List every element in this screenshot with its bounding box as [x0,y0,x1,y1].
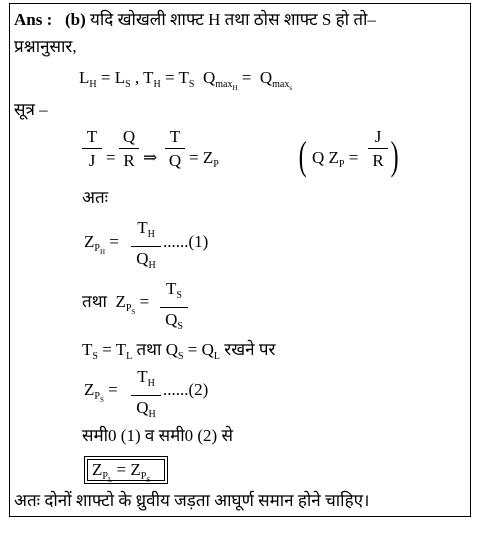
zp-equation: = $Z_P$ [189,148,219,170]
paren-qzp: Q $Z_P$ = [312,148,359,170]
fraction-TH-QH: $T_H$ $Q_H$ [131,218,161,276]
atah-label: अतः [82,188,109,207]
eq2-lhs: $Z_{P_S}$ = [84,380,118,404]
right-paren: ) [390,133,399,178]
result-equation: $Z_{P_L} = Z_{P_S}$ [92,460,151,484]
eq-s-line: तथा $Z_{P_S}$ = [82,292,150,316]
fraction-J-R: J R [368,127,388,171]
cond2-rakhne: रखने पर [224,340,276,359]
eq2-label: ......(2) [163,380,209,399]
implies-arrow: ⇒ [143,148,158,167]
tatha-label: तथा [82,292,107,311]
conclusion: अतः दोनों शाफ्टो के ध्रुवीय जड़ता आघूर्ण समान होने चाहिए। [14,491,370,510]
equals-sign: = [106,148,116,167]
cond2-tatha: तथा [136,340,162,359]
fraction-Q-R: Q R [119,127,139,171]
option-label: (b) [65,10,86,29]
eq1-label: ......(1) [163,232,209,251]
sami-line: समी0 (1) व समी0 (2) से [82,426,233,445]
eq1-lhs: $Z_{P_H}$ = [84,232,119,256]
ans-label: Ans : [14,10,53,29]
left-paren: ( [298,133,307,178]
intro-text-2: प्रश्नानुसार, [14,37,77,56]
fraction-T-J: T J [82,127,102,171]
condition-2: $T_S = T_L$ तथा $Q_S = Q_L$ रखने पर [82,340,276,362]
fraction-TH-QH-2: $T_H$ $Q_H$ [131,367,161,425]
intro-line [14,10,376,30]
sutra-label: सूत्र – [14,100,48,119]
fraction-TS-QS: $T_S$ $Q_S$ [160,279,188,337]
fraction-T-Q: T Q [165,127,185,171]
condition-equation: $L_H = L_S$ , $T_H = T_S$ $Q_{max_H} = Q_{max_s}$ [79,68,293,92]
intro-text: यदि खोखली शाफ्ट H तथा ठोस शाफ्ट S हो तो– [90,10,376,29]
